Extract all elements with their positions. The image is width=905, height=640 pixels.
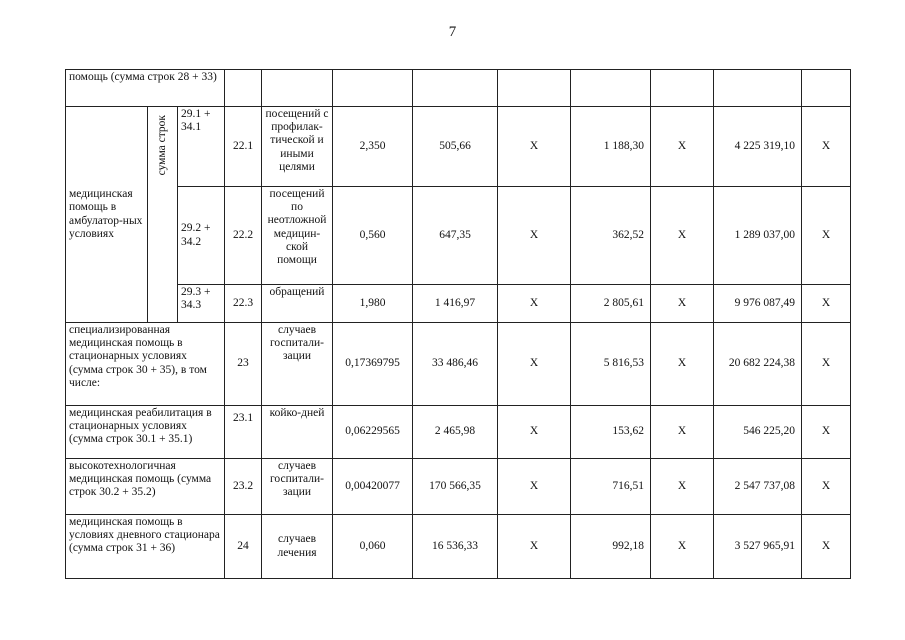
unit-cell: обращений — [262, 285, 333, 323]
value-cell: 170 566,35 — [413, 459, 498, 515]
table-row — [66, 459, 851, 515]
x-mark: Х — [651, 323, 714, 406]
value-cell: 1,980 — [333, 285, 413, 323]
x-mark: Х — [802, 285, 851, 323]
x-mark: Х — [651, 406, 714, 459]
x-mark: Х — [651, 107, 714, 187]
value-cell: 716,51 — [571, 459, 651, 515]
x-mark: Х — [498, 459, 571, 515]
value-cell: 153,62 — [571, 406, 651, 459]
table-row — [66, 187, 851, 285]
value-cell: 4 225 319,10 — [714, 107, 802, 187]
value-cell: 0,00420077 — [333, 459, 413, 515]
x-mark: Х — [651, 285, 714, 323]
value-cell: 16 536,33 — [413, 515, 498, 579]
unit-cell: посещений по неотложной медицин-ской помощи — [262, 187, 333, 285]
value-cell: 2,350 — [333, 107, 413, 187]
x-mark: Х — [498, 107, 571, 187]
row-number: 23.1 — [225, 406, 262, 459]
x-mark: Х — [802, 515, 851, 579]
x-mark: Х — [651, 459, 714, 515]
value-cell: 0,060 — [333, 515, 413, 579]
row-name: помощь (сумма строк 28 + 33) — [66, 70, 225, 107]
x-mark: Х — [802, 107, 851, 187]
row-name: медицинская помощь в условиях дневного стационара (сумма строк 31 + 36) — [66, 515, 225, 579]
source-rows: 29.3 + 34.3 — [178, 285, 225, 323]
value-cell: 9 976 087,49 — [714, 285, 802, 323]
x-mark: Х — [498, 323, 571, 406]
source-rows: 29.1 + 34.1 — [178, 107, 225, 187]
row-number: 24 — [225, 515, 262, 579]
x-mark: Х — [498, 515, 571, 579]
value-cell: 33 486,46 — [413, 323, 498, 406]
value-cell: 647,35 — [413, 187, 498, 285]
row-number: 23.2 — [225, 459, 262, 515]
table-row — [66, 107, 851, 187]
value-cell: 505,66 — [413, 107, 498, 187]
rotated-label: сумма строк — [155, 115, 168, 176]
x-mark: Х — [802, 406, 851, 459]
value-cell: 0,06229565 — [333, 406, 413, 459]
value-cell: 992,18 — [571, 515, 651, 579]
x-mark: Х — [651, 187, 714, 285]
value-cell: 362,52 — [571, 187, 651, 285]
row-name: специализированная медицинская помощь в стационарных условиях (сумма строк 30 + 35), в том числе: — [66, 323, 225, 406]
value-cell: 2 805,61 — [571, 285, 651, 323]
unit-cell: случаев госпитали-зации — [262, 459, 333, 515]
x-mark: Х — [802, 323, 851, 406]
value-cell: 0,17369795 — [333, 323, 413, 406]
unit-cell: случаев лечения — [262, 515, 333, 579]
value-cell: 2 465,98 — [413, 406, 498, 459]
rotated-label-cell — [148, 107, 178, 323]
value-cell: 0,560 — [333, 187, 413, 285]
value-cell: 1 188,30 — [571, 107, 651, 187]
row-name: высокотехнологичная медицинская помощь (сумма строк 30.2 + 35.2) — [66, 459, 225, 515]
tariff-table — [65, 69, 851, 579]
value-cell: 2 547 737,08 — [714, 459, 802, 515]
x-mark: Х — [498, 406, 571, 459]
value-cell: 1 289 037,00 — [714, 187, 802, 285]
table-row — [66, 515, 851, 579]
row-number: 22.3 — [225, 285, 262, 323]
x-mark: Х — [651, 515, 714, 579]
x-mark: Х — [802, 459, 851, 515]
x-mark: Х — [802, 187, 851, 285]
table-row — [66, 323, 851, 406]
x-mark: Х — [498, 187, 571, 285]
value-cell: 3 527 965,91 — [714, 515, 802, 579]
group-name: медицинская помощь в амбулатор-ных условиях — [66, 107, 148, 323]
value-cell: 1 416,97 — [413, 285, 498, 323]
unit-cell: случаев госпитали-зации — [262, 323, 333, 406]
value-cell: 546 225,20 — [714, 406, 802, 459]
row-number: 23 — [225, 323, 262, 406]
row-number: 22.2 — [225, 187, 262, 285]
unit-cell: койко-дней — [262, 406, 333, 459]
table-row — [66, 406, 851, 459]
table-row — [66, 70, 851, 107]
page-number: 7 — [448, 24, 457, 40]
row-number: 22.1 — [225, 107, 262, 187]
x-mark: Х — [498, 285, 571, 323]
table-row — [66, 285, 851, 323]
row-name: медицинская реабилитация в стационарных условиях (сумма строк 30.1 + 35.1) — [66, 406, 225, 459]
source-rows: 29.2 + 34.2 — [178, 187, 225, 285]
unit-cell: посещений с профилак-тической и иными целями — [262, 107, 333, 187]
value-cell: 20 682 224,38 — [714, 323, 802, 406]
value-cell: 5 816,53 — [571, 323, 651, 406]
